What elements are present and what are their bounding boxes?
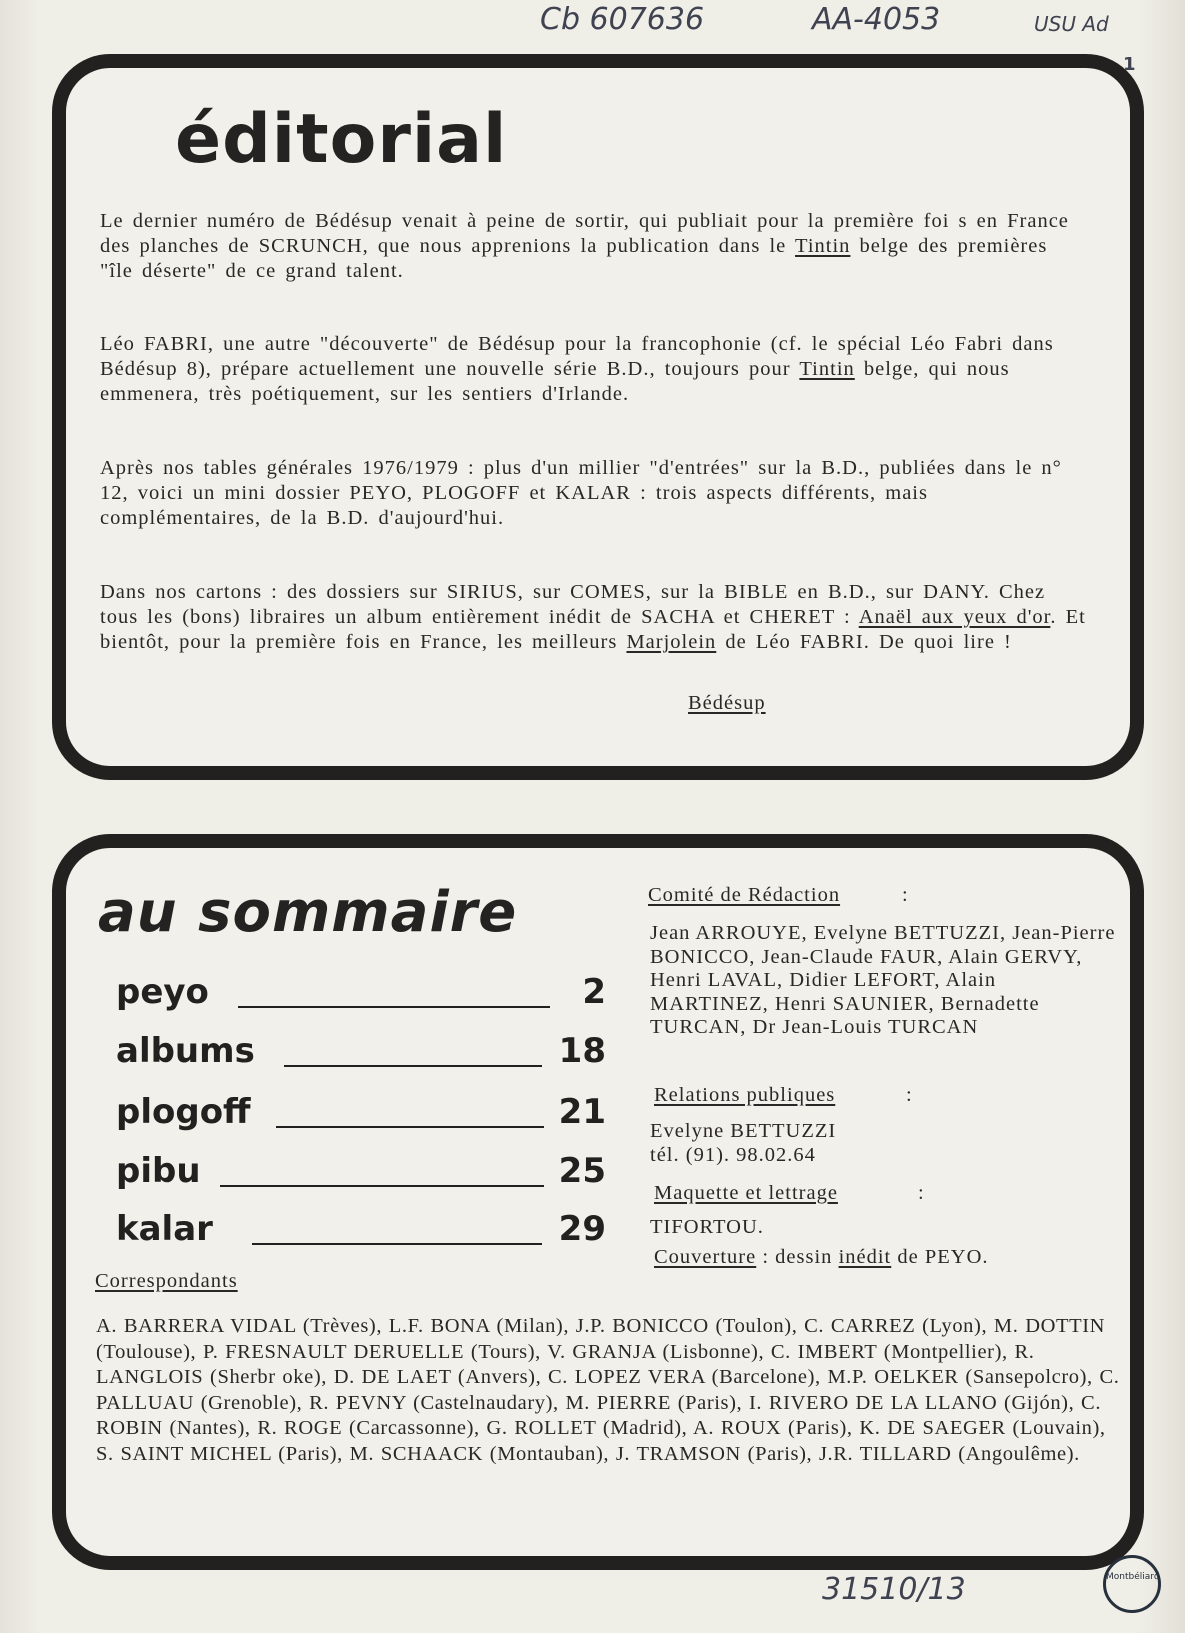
page-number: 1 — [1123, 54, 1136, 75]
credits-heading-comite: Comité de Rédaction — [648, 884, 841, 906]
credits-comite-names: Jean ARROUYE, Evelyne BETTUZZI, Jean-Pierre BONICCO, Jean-Claude FAUR, Alain GERVY, Henri LAVAL, Didier LEFORT, Alain MARTINEZ, Henri SAUNIER, Bernadette TURCAN, Dr Jean-Louis TURCAN — [650, 922, 1116, 1038]
credits-couverture: Couverture : dessin inédit de PEYO. — [654, 1246, 989, 1268]
toc-row-pibu — [116, 1149, 606, 1193]
toc-title: peyo — [116, 972, 209, 1012]
handwritten-catalog-code: Cb 607636 — [540, 2, 705, 37]
editorial-paragraph-4: Dans nos cartons : des dossiers sur SIRIUS, sur COMES, sur la BIBLE en B.D., sur DANY. Chez tous les (bons) libraires un album entièrement inédit de SACHA et CHERET : Anaël aux yeux d'or. Et bientôt, pour la première fois en France, les meilleurs Marjolein de Léo FABRI. De quoi lire ! — [100, 581, 1086, 653]
library-stamp-seal — [1103, 1555, 1161, 1613]
credits-heading-maquette: Maquette et lettrage — [654, 1182, 838, 1204]
editorial-paragraph-1: Le dernier numéro de Bédésup venait à peine de sortir, qui publiait pour la première foi s en France des planches de SCRUNCH, que nous apprenions la publication dans le Tintin belge des premières "île déserte" de ce grand talent. — [100, 210, 1069, 282]
correspondents-heading: Correspondants — [95, 1270, 238, 1292]
toc-row-kalar — [116, 1207, 606, 1251]
heading-colon: : — [918, 1182, 925, 1204]
stamp-text: Montbéliard — [1106, 1572, 1160, 1582]
toc-page-number: 25 — [558, 1151, 606, 1191]
correspondents-list: A. BARRERA VIDAL (Trèves), L.F. BONA (Milan), J.P. BONICCO (Toulon), C. CARREZ (Lyon), M. DOTTIN (Toulouse), P. FRESNAULT DERUELLE (Tours), V. GRANJA (Lisbonne), C. IMBERT (Montpellier), R. LANGLOIS (Sherbr oke), D. DE LAET (Anvers), C. LOPEZ VERA (Barcelone), M.P. OELKER (Sansepolcro), C. PALLUAU (Grenoble), R. PEVNY (Castelnaudary), M. PIERRE (Paris), I. RIVERO DE LA LLANO (Gijón), C. ROBIN (Nantes), R. ROGE (Carcassonne), G. ROLLET (Madrid), A. ROUX (Paris), K. DE SAEGER (Louvain), S. SAINT MICHEL (Paris), M. SCHAACK (Montauban), J. TRAMSON (Paris), J.R. TILLARD (Angoulême). — [96, 1315, 1120, 1465]
toc-page-number: 21 — [558, 1092, 606, 1132]
toc-row-albums — [116, 1029, 606, 1073]
handwritten-note: USU Ad — [1034, 12, 1109, 36]
toc-title: albums — [116, 1031, 255, 1071]
toc-page-number: 29 — [558, 1209, 606, 1249]
handwritten-shelf-code: AA-4053 — [812, 2, 941, 37]
credits-relations-text: Evelyne BETTUZZI tél. (91). 98.02.64 — [650, 1120, 837, 1166]
heading-colon: : — [906, 1084, 913, 1106]
toc-leader-line — [276, 1126, 544, 1128]
credits-heading-relations: Relations publiques — [654, 1084, 836, 1106]
heading-colon: : — [902, 884, 909, 906]
toc-leader-line — [220, 1185, 544, 1187]
toc-title: plogoff — [116, 1092, 251, 1132]
handwritten-inventory-number: 31510/13 — [822, 1572, 966, 1607]
toc-title: kalar — [116, 1209, 213, 1249]
toc-leader-line — [252, 1243, 542, 1245]
toc-row-peyo — [116, 970, 606, 1014]
editorial-signature: Bédésup — [688, 692, 766, 714]
editorial-paragraph-3: Après nos tables générales 1976/1979 : plus d'un millier "d'entrées" sur la B.D., publiées dans le n° 12, voici un mini dossier PEYO, PLOGOFF et KALAR : trois aspects différents, mais complémentaires, de la B.D. d'aujourd'hui. — [100, 457, 1062, 529]
toc-page-number: 2 — [582, 972, 606, 1012]
toc-leader-line — [284, 1065, 542, 1067]
editorial-title: éditorial — [175, 100, 508, 179]
toc-row-plogoff — [116, 1090, 606, 1134]
toc-leader-line — [238, 1006, 550, 1008]
summary-title: au sommaire — [98, 880, 518, 945]
toc-title: pibu — [116, 1151, 201, 1191]
editorial-paragraph-2: Léo FABRI, une autre "découverte" de Bédésup pour la francophonie (cf. le spécial Léo Fabri dans Bédésup 8), prépare actuellement une nouvelle série B.D., toujours pour Tintin belge, qui nous emmenera, très poétiquement, sur les sentiers d'Irlande. — [100, 333, 1054, 405]
credits-maquette-name: TIFORTOU. — [650, 1216, 764, 1238]
toc-page-number: 18 — [558, 1031, 606, 1071]
